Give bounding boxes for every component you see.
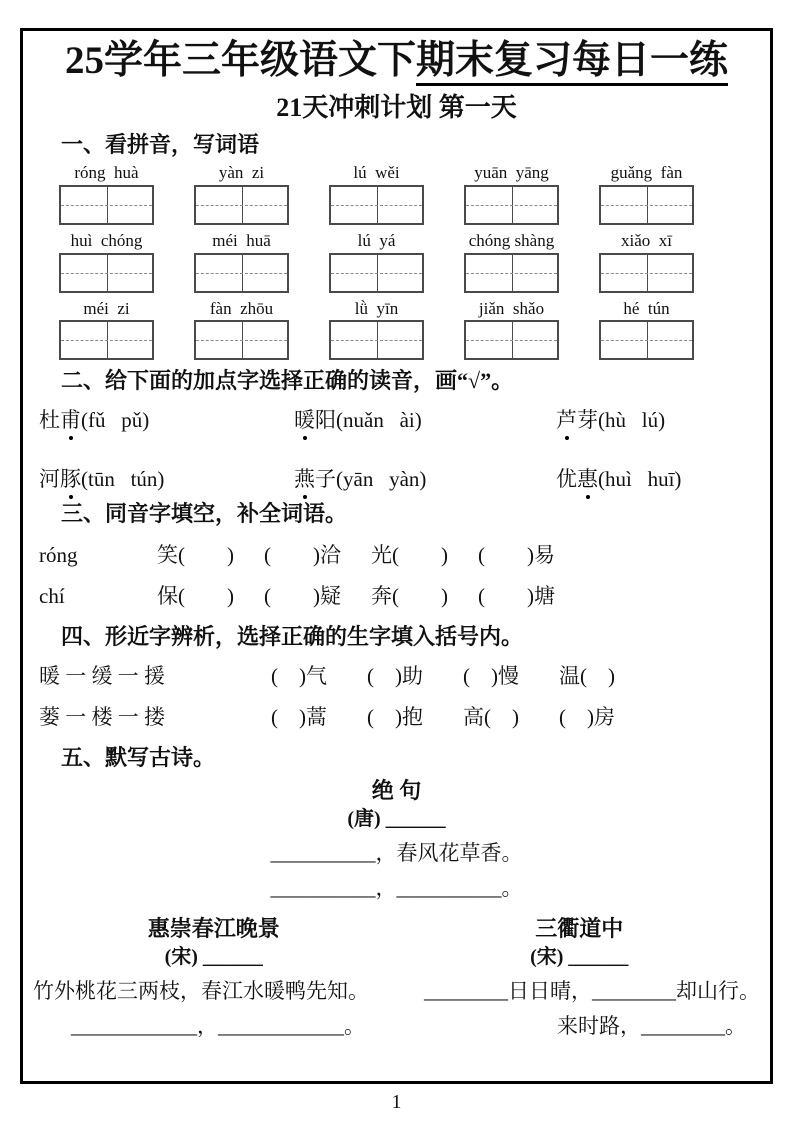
- verse-left: 竹外桃花三两枝，春江水暖鸭先知。: [33, 978, 369, 1003]
- writing-grid[interactable]: [464, 185, 559, 225]
- reading-options: (huì huī): [598, 466, 682, 491]
- worksheet-subtitle: 21天冲刺计划 第一天: [276, 92, 517, 122]
- pinyin-label: xiǎo xī: [621, 230, 672, 250]
- similar-char-group: 蒌 一 楼 一 搂: [39, 704, 165, 729]
- writing-grid[interactable]: [194, 253, 289, 293]
- writing-grid[interactable]: [59, 185, 154, 225]
- fill-blank-item: 温( ): [559, 663, 615, 688]
- fill-blank-item: ( )慢: [463, 663, 519, 688]
- fill-blank-item: 保( ): [157, 583, 234, 608]
- writing-grid[interactable]: [599, 320, 694, 360]
- fill-blank-item: ( )洽: [264, 542, 341, 567]
- pinyin-label: yuān yāng: [474, 163, 549, 183]
- fill-blank-item: ( )蒿: [271, 704, 327, 729]
- pinyin-word: [194, 164, 289, 225]
- pinyin-label: chóng shàng: [468, 230, 555, 250]
- fill-blank-item: 笑( ): [157, 542, 234, 567]
- writing-grid[interactable]: [59, 253, 154, 293]
- poem-title: 惠崇春江晚景: [147, 915, 280, 941]
- fill-blank-item: ( )房: [559, 704, 615, 729]
- fill-blank-item: 高( ): [463, 704, 519, 729]
- pinyin-word: [464, 232, 559, 293]
- section3-heading: 三、同音字填空，补全词语。: [61, 501, 348, 527]
- word-text: 阳: [315, 407, 336, 432]
- verse-right: ________日日晴，________却山行。: [424, 978, 760, 1003]
- writing-grid[interactable]: [599, 253, 694, 293]
- homophone-pinyin: chí: [39, 583, 65, 608]
- similar-char-row-2: [39, 704, 762, 731]
- fill-blank-item: ( )疑: [264, 583, 341, 608]
- pinyin-word: [599, 300, 694, 361]
- fill-blank-item: ( )气: [271, 663, 327, 688]
- dotted-char: 甫: [60, 407, 81, 434]
- fill-blank-item: ( )抱: [367, 704, 423, 729]
- reading-options: (yān yàn): [336, 466, 427, 491]
- pinyin-label: jiǎn shǎo: [478, 298, 545, 318]
- dotted-char: 芦: [556, 407, 577, 434]
- verse-right: 来时路，________。: [557, 1014, 746, 1039]
- similar-char-group: 暖 一 缓 一 援: [39, 663, 165, 688]
- word-text: 河: [39, 466, 60, 491]
- pinyin-label: lú yá: [357, 230, 396, 250]
- word-text: 杜: [39, 407, 60, 432]
- pronunciation-item: [556, 407, 762, 434]
- poem-author-line: (宋) ______: [164, 945, 263, 968]
- pinyin-word: [464, 164, 559, 225]
- pronunciation-row-2: [39, 466, 762, 493]
- pronunciation-item: [294, 466, 556, 493]
- dotted-char: 惠: [577, 466, 598, 493]
- pronunciation-item: [39, 466, 294, 493]
- writing-grid[interactable]: [194, 185, 289, 225]
- fill-blank-item: ( )易: [478, 542, 555, 567]
- pinyin-label: méi zi: [83, 298, 130, 318]
- fill-blank-item: ( )塘: [478, 583, 555, 608]
- reading-options: (nuǎn ài): [336, 407, 422, 432]
- fill-blank-item: 奔( ): [371, 583, 448, 608]
- pinyin-label: hé tún: [623, 298, 670, 318]
- verse-row-1: [31, 978, 762, 1004]
- poem-line-blank: __________，春风花草香。: [270, 841, 523, 866]
- homophone-row-1: [39, 542, 762, 569]
- section5-heading: 五、默写古诗。: [61, 745, 216, 771]
- poem-title: 三衢道中: [535, 915, 624, 941]
- poem-huichong: [31, 914, 397, 969]
- word-text: 优: [556, 466, 577, 491]
- pinyin-row-3: [59, 300, 762, 361]
- word-text: 子: [315, 466, 336, 491]
- pinyin-label: lǜ yīn: [354, 298, 399, 318]
- writing-grid[interactable]: [59, 320, 154, 360]
- page-frame: [20, 28, 773, 1084]
- worksheet-title-underlined: 期末复习每日一练: [416, 39, 728, 86]
- fill-blank-item: ( )助: [367, 663, 423, 688]
- pinyin-label: lú wěi: [353, 163, 400, 183]
- verse-left: ____________，____________。: [71, 1014, 365, 1039]
- pinyin-label: guǎng fàn: [610, 163, 683, 183]
- similar-char-row-1: [39, 663, 762, 690]
- page-number: 1: [391, 1091, 402, 1113]
- pinyin-word: [329, 232, 424, 293]
- writing-grid[interactable]: [329, 253, 424, 293]
- pinyin-word: [464, 300, 559, 361]
- pinyin-label: huì chóng: [70, 230, 143, 250]
- word-text: 芽: [577, 407, 598, 432]
- pinyin-word: [59, 232, 154, 293]
- pinyin-word: [599, 232, 694, 293]
- reading-options: (fǔ pǔ): [81, 407, 150, 432]
- pronunciation-item: [556, 466, 762, 493]
- section4-heading: 四、形近字辨析，选择正确的生字填入括号内。: [61, 624, 524, 650]
- writing-grid[interactable]: [194, 320, 289, 360]
- verse-row-2: [31, 1013, 762, 1039]
- pinyin-row-2: [59, 232, 762, 293]
- homophone-pinyin: róng: [39, 542, 78, 567]
- writing-grid[interactable]: [329, 185, 424, 225]
- worksheet-title: [31, 39, 762, 84]
- poem-line-blank: __________，__________。: [270, 876, 523, 901]
- reading-options: (hù lú): [598, 407, 666, 432]
- fill-blank-item: 光( ): [371, 542, 448, 567]
- pinyin-word: [59, 164, 154, 225]
- dotted-char: 豚: [60, 466, 81, 493]
- writing-grid[interactable]: [329, 320, 424, 360]
- pinyin-word: [59, 300, 154, 361]
- pronunciation-item: [294, 407, 556, 434]
- section1-heading: 一、看拼音，写词语: [61, 131, 260, 157]
- poem-title: 绝 句: [371, 777, 422, 803]
- poem-columns: [31, 914, 762, 969]
- poem-jueju: [31, 778, 762, 902]
- pinyin-word: [329, 164, 424, 225]
- poem-author-line: (唐) ______: [347, 808, 446, 831]
- pinyin-word: [194, 232, 289, 293]
- pinyin-label: fàn zhōu: [209, 298, 274, 318]
- writing-grid[interactable]: [599, 185, 694, 225]
- pinyin-word: [599, 164, 694, 225]
- pinyin-label: róng huà: [74, 163, 139, 183]
- pronunciation-item: [39, 407, 294, 434]
- pinyin-label: méi huā: [212, 230, 271, 250]
- pinyin-label: yàn zi: [218, 163, 265, 183]
- section2-heading: 二、给下面的加点字选择正确的读音，画“√”。: [61, 368, 514, 394]
- dotted-char: 暖: [294, 407, 315, 434]
- dotted-char: 燕: [294, 466, 315, 493]
- worksheet-title-main: 25学年三年级语文下: [64, 39, 416, 82]
- writing-grid[interactable]: [464, 253, 559, 293]
- homophone-row-2: [39, 583, 762, 610]
- writing-grid[interactable]: [464, 320, 559, 360]
- pinyin-word: [194, 300, 289, 361]
- pinyin-word: [329, 300, 424, 361]
- pronunciation-row-1: [39, 407, 762, 434]
- poem-sanqu: [397, 914, 763, 969]
- poem-author-line: (宋) ______: [530, 945, 629, 968]
- pinyin-row-1: [59, 164, 762, 225]
- reading-options: (tūn tún): [81, 466, 165, 491]
